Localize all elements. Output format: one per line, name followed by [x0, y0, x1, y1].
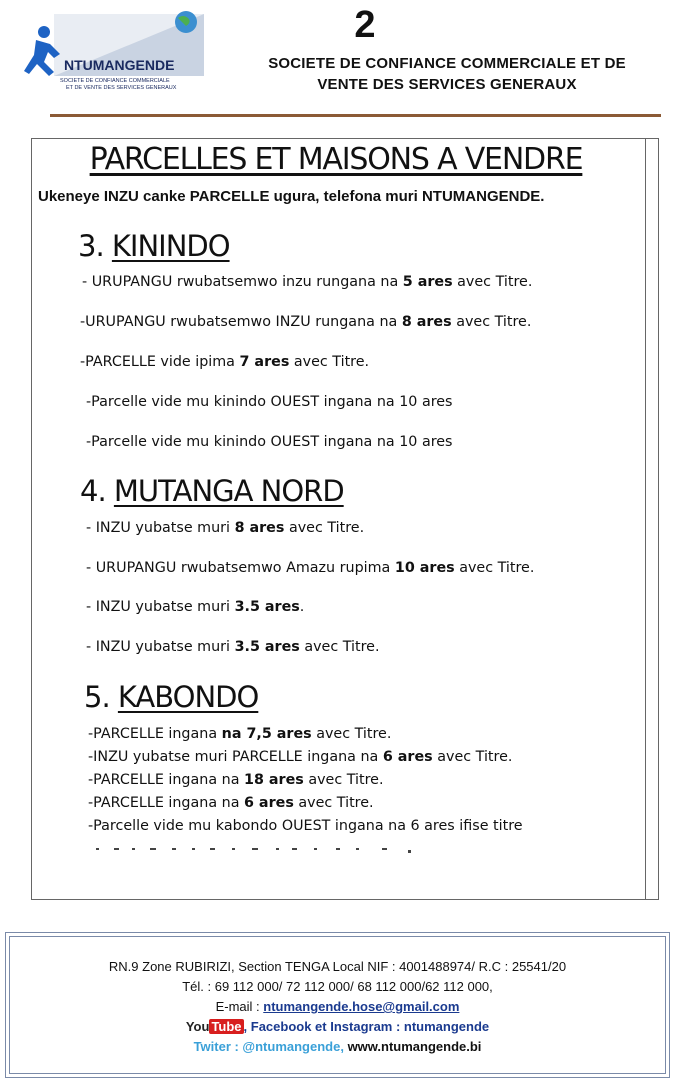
list-item: - INZU yubatse muri 8 ares avec Titre. — [86, 520, 365, 536]
social-handles: , Facebook et Instagram : ntumangende — [243, 1019, 490, 1034]
list-item: -Parcelle vide mu kinindo OUEST ingana na 10 ares — [86, 434, 453, 450]
section-title-mutanga-nord — [80, 474, 344, 508]
list-item: - URUPANGU rwubatsemwo Amazu rupima 10 ares avec Titre. — [86, 560, 535, 576]
page-footer — [5, 932, 670, 1078]
page-header — [0, 0, 685, 120]
list-item: -PARCELLE ingana na 18 ares avec Titre. — [88, 772, 384, 788]
footer-social-line — [6, 1019, 669, 1034]
list-item: -URUPANGU rwubatsemwo INZU rungana na 8 ares avec Titre. — [80, 314, 532, 330]
youtube-you: You — [185, 1019, 210, 1034]
page-title: PARCELLES ET MAISONS A VENDRE — [89, 142, 583, 177]
svg-text:NTUMANGENDE: NTUMANGENDE — [64, 57, 175, 73]
section-name: KININDO — [111, 229, 230, 263]
company-line-2: VENTE DES SERVICES GENERAUX — [317, 76, 577, 93]
youtube-icon: Tube — [211, 1019, 242, 1034]
footer-phone: Tél. : 69 112 000/ 72 112 000/ 68 112 000/62 112 000, — [182, 979, 493, 994]
svg-text:ET DE VENTE DES SERVICES GENER: ET DE VENTE DES SERVICES GENERAUX — [66, 85, 177, 91]
footer-address: RN.9 Zone RUBIRIZI, Section TENGA Local NIF : 4001488974/ R.C : 25541/20 — [108, 959, 567, 974]
section-name: KABONDO — [117, 680, 259, 714]
section-number: 5. — [84, 680, 110, 714]
list-item: -PARCELLE vide ipima 7 ares avec Titre. — [80, 354, 370, 370]
company-line-1: SOCIETE DE CONFIANCE COMMERCIALE ET DE — [268, 55, 626, 72]
section-title-kabondo — [84, 680, 258, 714]
footer-web-line — [6, 1039, 669, 1054]
list-item: -INZU yubatse muri PARCELLE ingana na 6 ares avec Titre. — [88, 749, 513, 765]
footer-email-line — [6, 999, 669, 1014]
list-item: -Parcelle vide mu kinindo OUEST ingana na 10 ares — [86, 394, 453, 410]
frame-inner-rule — [645, 139, 646, 899]
list-item: - INZU yubatse muri 3.5 ares. — [86, 599, 305, 615]
section-number: 3. — [78, 229, 104, 263]
email-label: E-mail : — [215, 999, 264, 1014]
section-number: 4. — [80, 474, 106, 508]
section-name: MUTANGA NORD — [113, 474, 344, 508]
list-item: - INZU yubatse muri 3.5 ares avec Titre. — [86, 639, 380, 655]
list-item: -Parcelle vide mu kabondo OUEST ingana na 6 ares ifise titre — [88, 818, 523, 834]
email-link[interactable]: ntumangende.hose@gmail.com — [263, 999, 460, 1014]
header-divider — [50, 114, 661, 117]
svg-text:SOCIETE DE CONFIANCE COMMERCIA: SOCIETE DE CONFIANCE COMMERCIALE — [60, 78, 170, 84]
list-item: -PARCELLE ingana na 6 ares avec Titre. — [88, 795, 374, 811]
list-item: - URUPANGU rwubatsemwo inzu rungana na 5 ares avec Titre. — [82, 274, 533, 290]
website-link[interactable]: www.ntumangende.bi — [343, 1039, 482, 1054]
page-number: 2 — [354, 4, 376, 46]
section-title-kinindo — [78, 229, 230, 263]
page-subtitle: Ukeneye INZU canke PARCELLE ugura, telefona muri NTUMANGENDE. — [38, 188, 545, 205]
cropped-text-line — [92, 846, 422, 856]
ntumangende-logo — [14, 8, 210, 92]
list-item: -PARCELLE ingana na 7,5 ares avec Titre. — [88, 726, 392, 742]
twitter-handle: Twiter : @ntumangende, — [193, 1039, 344, 1054]
company-name — [232, 53, 662, 95]
